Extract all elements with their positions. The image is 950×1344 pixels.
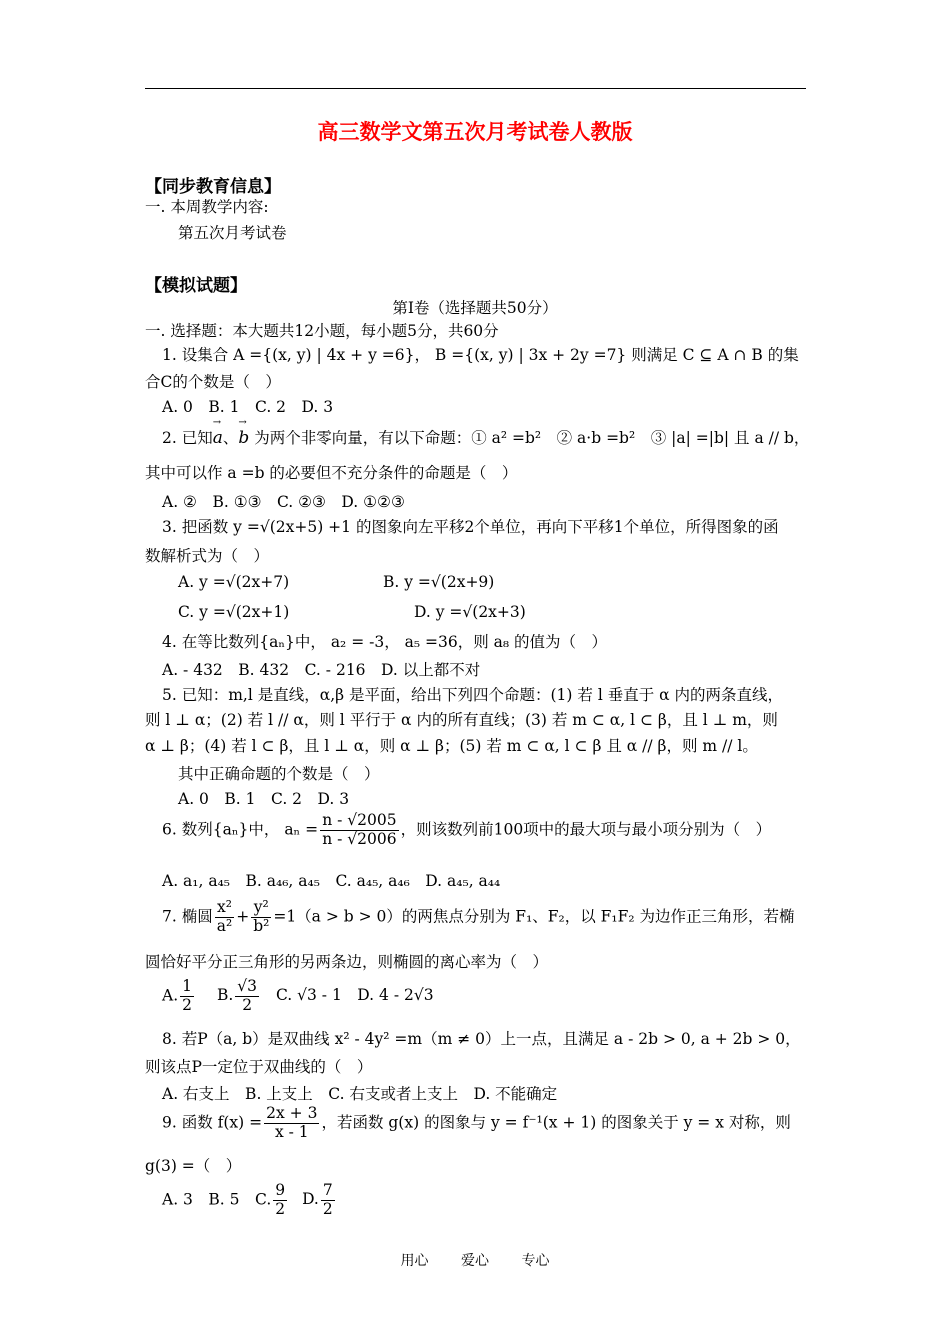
choice-intro: 一. 选择题：本大题共12小题，每小题5分，共60分: [145, 322, 499, 340]
q6-line-1: [162, 812, 771, 849]
q8-line-2: 则该点P一定位于双曲线的（ ）: [145, 1058, 373, 1076]
q7-post: =1（a > b > 0）的两焦点分别为 F₁、F₂，以 F₁F₂ 为边作正三角形，若椭: [273, 907, 795, 926]
q6-options: A. a₁, a₄₅ B. a₄₆, a₄₅ C. a₄₅, a₄₆ D. a₄₅, a₄₄: [162, 872, 501, 890]
q9-post: ，若函数 g(x) 的图象与 y = f⁻¹(x + 1) 的图象关于 y = x 对称，则: [321, 1113, 791, 1132]
section-heading-practice: 【模拟试题】: [145, 276, 247, 296]
part-title: 第I卷（选择题共50分）: [392, 299, 558, 317]
footer-item-3: 专心: [521, 1253, 550, 1269]
q7-den-1: a²: [216, 916, 233, 935]
q9-opt-d-num: 7: [322, 1181, 333, 1199]
q7-opt-a-num: 1: [182, 977, 192, 995]
document-title: 高三数学文第五次月考试卷人教版: [317, 120, 633, 144]
q9-opt-c-den: 2: [275, 1199, 286, 1218]
q2-options: A. ② B. ①③ C. ②③ D. ①②③: [162, 493, 405, 511]
q7-den-2: b²: [253, 916, 270, 935]
q3-line-1: 3. 把函数 y =√(2x+5) +1 的图象向左平移2个单位，再向下平移1个单位，所得图象的函: [162, 518, 779, 536]
q2-text-a: 2. 已知: [162, 429, 213, 447]
q1-line-1: 1. 设集合 A ={(x, y) | 4x + y =6}， B ={(x, y) | 3x + 2y =7} 则满足 C ⊆ A ∩ B 的集: [162, 346, 799, 364]
q7-opt-cd: C. √3 - 1 D. 4 - 2√3: [275, 986, 434, 1005]
q2-line-1: [162, 428, 809, 448]
q6-post: ，则该数列前100项中的最大项与最小项分别为（ ）: [400, 820, 772, 839]
q7-options: [162, 978, 434, 1015]
q8-options: A. 右支上 B. 上支上 C. 右支或者上支上 D. 不能确定: [162, 1085, 558, 1103]
q3-option-b: B. y =√(2x+9): [383, 573, 495, 591]
section-heading-info: 【同步教育信息】: [145, 177, 281, 197]
top-rule: [145, 88, 806, 89]
q7-pre: 7. 椭圆: [162, 907, 213, 926]
q7-num-1: x²: [215, 899, 234, 918]
q6-denominator: n - √2006: [322, 829, 397, 848]
q7-fraction-x: [215, 899, 234, 936]
q4-options: A. - 432 B. 432 C. - 216 D. 以上都不对: [162, 661, 481, 679]
q2-text-c: 、: [222, 429, 239, 447]
q9-options: [162, 1182, 337, 1219]
footer-item-1: 用心: [400, 1253, 429, 1269]
q2-text-e: 为两个非零向量，有以下命题：① a² =b² ② a·b =b² ③ |a| =|b| 且 a // b，: [249, 429, 810, 447]
q7-opt-b-num: √3: [237, 977, 258, 995]
q9-pre: 9. 函数 f(x) =: [162, 1113, 263, 1132]
q7-opt-a-frac: [180, 978, 194, 1015]
q9-denominator: x - 1: [274, 1122, 309, 1141]
q9-opt-d: D.: [302, 1190, 319, 1209]
q3-option-c: C. y =√(2x+1): [178, 603, 290, 621]
q7-line-2: 圆恰好平分正三角形的另两条边，则椭圆的离心率为（ ）: [145, 953, 549, 971]
q7-fraction-y: [251, 899, 271, 936]
q7-opt-b-frac: [235, 978, 259, 1015]
q7-opt-b-den: 2: [242, 995, 253, 1014]
q7-plus: +: [236, 907, 250, 926]
q3-line-2: 数解析式为（ ）: [145, 547, 270, 565]
q5-line-3: α ⊥ β；(4) 若 l ⊂ β，且 l ⊥ α，则 α ⊥ β；(5) 若 m ⊂ α, l ⊂ β 且 α // β，则 m // l。: [145, 737, 758, 755]
q5-line-2: 则 l ⊥ α；(2) 若 l // α，则 l 平行于 α 内的所有直线；(3) 若 m ⊂ α, l ⊂ β，且 l ⊥ m，则: [145, 711, 778, 729]
q5-line-1: 5. 已知：m,l 是直线，α,β 是平面，给出下列四个命题：(1) 若 l 垂直于 α 内的两条直线，: [162, 686, 784, 704]
q9-opt-c-frac: [273, 1182, 287, 1219]
q7-line-1: [162, 899, 795, 936]
q2-line-2: 其中可以作 a =b 的必要但不充分条件的命题是（ ）: [145, 464, 518, 482]
q6-fraction: [320, 812, 398, 849]
q9-opt-d-den: 2: [322, 1199, 333, 1218]
q6-pre: 6. 数列{aₙ}中， aₙ =: [162, 820, 319, 839]
q5-line-4: 其中正确命题的个数是（ ）: [178, 765, 380, 783]
q7-num-2: y²: [251, 899, 271, 918]
vector-b: → b: [238, 428, 249, 448]
info-line-2: 第五次月考试卷: [178, 224, 287, 242]
q9-fraction: [264, 1105, 319, 1142]
vector-a: → a: [213, 428, 223, 448]
q8-line-1: 8. 若P（a, b）是双曲线 x² - 4y² =m（m ≠ 0）上一点，且满足 a - 2b > 0, a + 2b > 0，: [162, 1030, 801, 1048]
q4-line-1: 4. 在等比数列{aₙ}中， a₂ = -3， a₅ =36，则 a₈ 的值为（ ）: [162, 633, 608, 651]
q3-option-d: D. y =√(2x+3): [414, 603, 526, 621]
q9-line-2: g(3) =（ ）: [145, 1157, 242, 1175]
q5-options: A. 0 B. 1 C. 2 D. 3: [178, 790, 350, 808]
q1-line-2: 合C的个数是（ ）: [145, 373, 281, 391]
q7-opt-a-den: 2: [182, 995, 192, 1014]
q9-opt-d-frac: [321, 1182, 335, 1219]
q1-options: A. 0 B. 1 C. 2 D. 3: [162, 398, 334, 416]
q3-option-a: A. y =√(2x+7): [178, 573, 290, 591]
q9-line-1: [162, 1105, 791, 1142]
q9-numerator: 2x + 3: [266, 1104, 318, 1122]
q7-opt-a: A.: [162, 986, 179, 1005]
page-footer: [0, 1250, 950, 1270]
q7-opt-b: B.: [216, 986, 234, 1005]
footer-item-2: 爱心: [461, 1253, 489, 1269]
q6-numerator: n - √2005: [322, 811, 397, 829]
q9-opt-ab: A. 3 B. 5 C.: [162, 1190, 272, 1209]
info-line-1: 一. 本周教学内容:: [145, 198, 269, 216]
q9-opt-c-num: 9: [275, 1181, 286, 1199]
